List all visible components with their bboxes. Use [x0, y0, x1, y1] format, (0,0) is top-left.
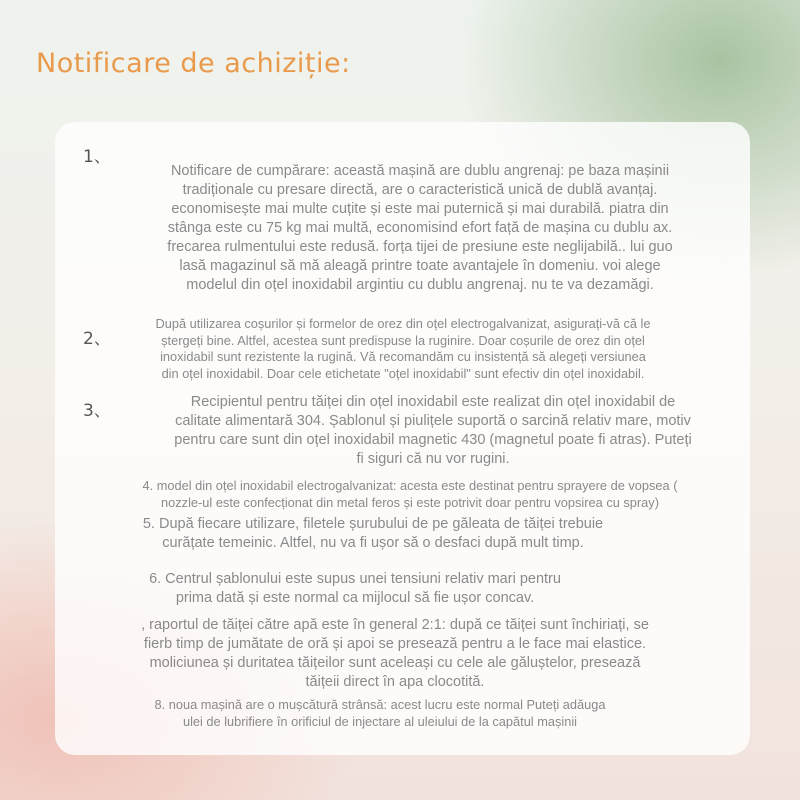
text-line: curățate temeinic. Altfel, nu va fi ușor să o desfaci după mult timp. — [162, 535, 584, 551]
notice-item-2 — [113, 316, 693, 382]
notice-item-3 — [133, 393, 733, 469]
text-line: 6. Centrul șablonului este supus unei tensiuni relativ mari pentru — [149, 571, 561, 587]
text-line: După utilizarea coșurilor și formelor de orez din oțel electrogalvanizat, asigurați-vă că le — [155, 316, 651, 331]
text-line: pentru care sunt din oțel inoxidabil magnetic 430 (magnetul poate fi atras). Puteți — [174, 432, 692, 448]
text-line: tăițeii direct în apa clocotită. — [305, 674, 485, 690]
text-line: lasă magazinul să mă aleagă printre toate avantajele în domeniu. voi alege — [179, 258, 661, 274]
text-line: Recipientul pentru tăiței din oțel inoxidabil este realizat din oțel inoxidabil de — [190, 394, 676, 410]
text-line: inoxidabil sunt rezistente la rugină. Vă recomandăm cu insistență să alegeți versiunea — [160, 349, 646, 364]
text-line: fi siguri că nu vor rugini. — [356, 451, 510, 467]
notice-item-4 — [110, 478, 710, 511]
text-line: fierb timp de jumătate de oră și apoi se presează pentru a le face mai elastice. — [143, 636, 647, 652]
text-line: Notificare de cumpărare: această mașină are dublu angrenaj: pe baza mașinii — [170, 163, 670, 179]
text-line: modelul din oțel inoxidabil argintiu cu dublu angrenaj. nu te va dezamăgi. — [186, 277, 654, 293]
notice-item-1 — [120, 162, 720, 295]
text-line: nozzle-ul este confecționat din metal feros și este potrivit doar pentru vopsirea cu spray) — [161, 494, 659, 510]
text-line: din oțel inoxidabil. Doar cele etichetate "oțel inoxidabil" sunt efectiv din oțel inoxidabil. — [161, 365, 645, 381]
item-number: 3、 — [83, 401, 111, 421]
item-number: 2、 — [83, 329, 111, 349]
text-line: 5. După fiecare utilizare, filetele șurubului de pe găleata de tăiței trebuie — [142, 516, 604, 532]
text-line: , raportul de tăiței către apă este în general 2:1: după ce tăiței sunt închiriați, se — [141, 617, 649, 633]
text-line: tradiționale cu presare directă, are o caracteristică unică de dublă avanțaj. — [182, 182, 658, 198]
text-line: calitate alimentară 304. Șablonul și piulițele suportă o sarcină relativ mare, motiv — [175, 413, 691, 429]
notice-item-8 — [80, 697, 680, 730]
notice-item-5 — [73, 515, 673, 553]
text-line: frecarea rulmentului este redusă. forța tijei de presiune este neglijabilă.. lui guo — [167, 239, 673, 255]
text-line: ștergeți bine. Altfel, acestea sunt predispuse la ruginire. Doar coșurile de orez din oțel — [161, 332, 645, 348]
text-line: 4. model din oțel inoxidabil electrogalvanizat: acesta este destinat pentru sprayere de vopsea ( — [142, 478, 678, 493]
text-line: stânga este cu 75 kg mai multă, economisind efort față de mașina cu dublu ax. — [167, 220, 673, 236]
item-number: 1、 — [83, 147, 111, 167]
notice-item-6 — [55, 570, 655, 608]
text-line: moliciunea și duritatea tăițeilor sunt aceleași cu cele ale găluștelor, presează — [149, 655, 641, 671]
text-line: economisește mai multe cuțite și este mai puternică și mai durabilă. piatra din — [171, 201, 669, 217]
notice-item-7 — [95, 616, 695, 692]
text-line: prima dată și este normal ca mijlocul să fie ușor concav. — [175, 590, 535, 606]
text-line: 8. noua mașină are o mușcătură strânsă: acest lucru este normal Puteți adăuga — [154, 697, 606, 712]
page-title: Notificare de achiziție: — [36, 48, 351, 79]
text-line: ulei de lubrifiere în orificiul de injectare al uleiului de la capătul mașinii — [182, 713, 578, 729]
